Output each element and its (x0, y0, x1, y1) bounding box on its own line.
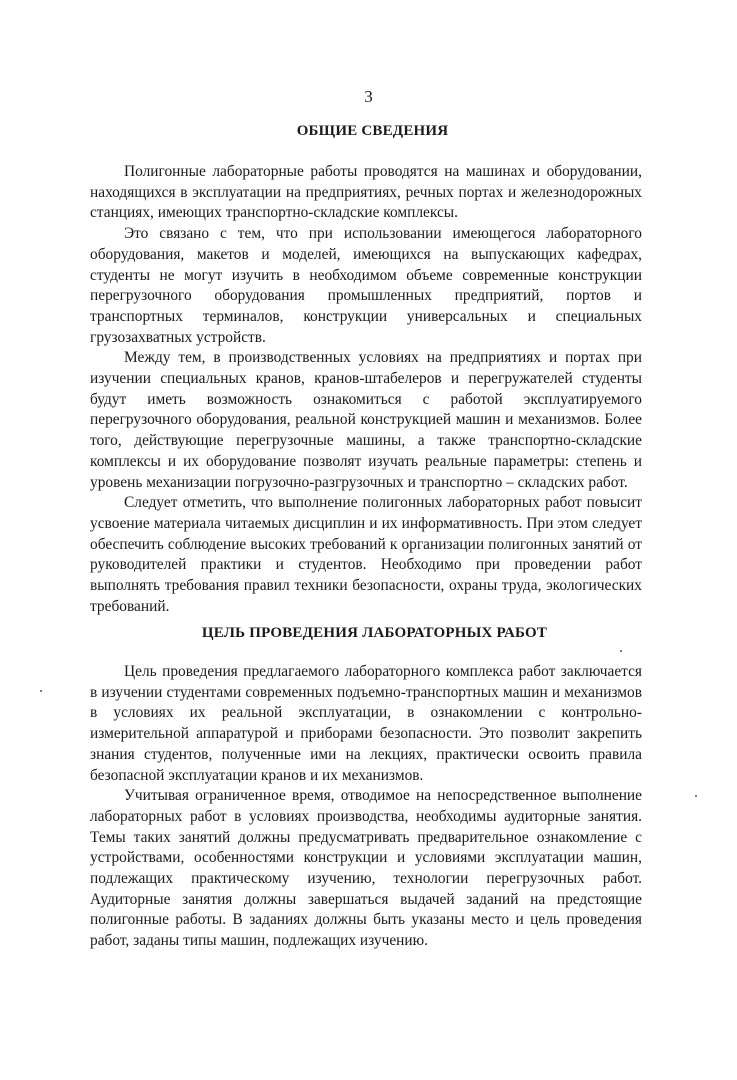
section-body-lab-goal (90, 662, 642, 952)
section-body-general-info (90, 162, 642, 617)
paragraph: Полигонные лабораторные работы проводятся на машинах и оборудовании, находящихся в эксплуатации на предприятиях, речных портах и железнодорожных станциях, имеющих транспортно-складские комплексы. (90, 163, 642, 222)
page-number: 3 (364, 87, 373, 106)
paragraph: Следует отметить, что выполнение полигонных лабораторных работ повысит усвоение материала читаемых дисциплин и их информативность. При этом следует обеспечить соблюдение высоких требований к организации полигонных занятий от руководителей практики и студентов. Необходимо при проведении работ выполнять требования правил техники безопасности, охраны труда, экологических требований. (90, 494, 642, 615)
scan-speck (40, 690, 42, 692)
scan-speck (620, 650, 622, 652)
scan-speck (695, 795, 697, 797)
section-heading-lab-goal: ЦЕЛЬ ПРОВЕДЕНИЯ ЛАБОРАТОРНЫХ РАБОТ (201, 625, 548, 641)
paragraph: Между тем, в производственных условиях на предприятиях и портах при изучении специальных кранов, кранов-штабелеров и перегружателей студенты будут иметь возможность ознакомиться с работой эксплуатируемого перегрузочного оборудования, реальной конструкцией машин и механизмов. Более того, действующие перегрузочные машины, а также транспортно-складские комплексы и их оборудование позволят изучать реальные параметры: степень и уровень механизации погрузочно-разгрузочных и транспортно – складских работ. (90, 349, 642, 491)
paragraph: Это связано с тем, что при использовании имеющегося лабораторного оборудования, макетов и моделей, имеющихся на выпускающих кафедрах, студенты не могут изучить в необходимом объеме современные конструкции перегрузочного оборудования промышленных предприятий, портов и транспортных терминалов, конструкции универсальных и специальных грузозахватных устройств. (90, 225, 642, 346)
paragraph: Учитывая ограниченное время, отводимое на непосредственное выполнение лабораторных работ в условиях производства, необходимы аудиторные занятия. Темы таких занятий должны предусматривать предварительное ознакомление с устройствами, особенностями конструкции и условиями эксплуатации машин, подлежащих практическому изучению, технологии перегрузочных работ. Аудиторные занятия должны завершаться выдачей заданий на предстоящие полигонные работы. В заданиях должны быть указаны место и цель проведения работ, заданы типы машин, подлежащих изучению. (90, 787, 642, 950)
paragraph: Цель проведения предлагаемого лабораторного комплекса работ заключается в изучении студентами современных подъемно-транспортных машин и механизмов в условиях их реальной эксплуатации, в ознакомлении с контрольно-измерительной аппаратурой и приборами безопасности. Это позволит закрепить знания студентов, полученные ими на лекциях, практически освоить правила безопасной эксплуатации кранов и их механизмов. (90, 663, 642, 784)
section-heading-general-info: ОБЩИЕ СВЕДЕНИЯ (296, 123, 449, 139)
